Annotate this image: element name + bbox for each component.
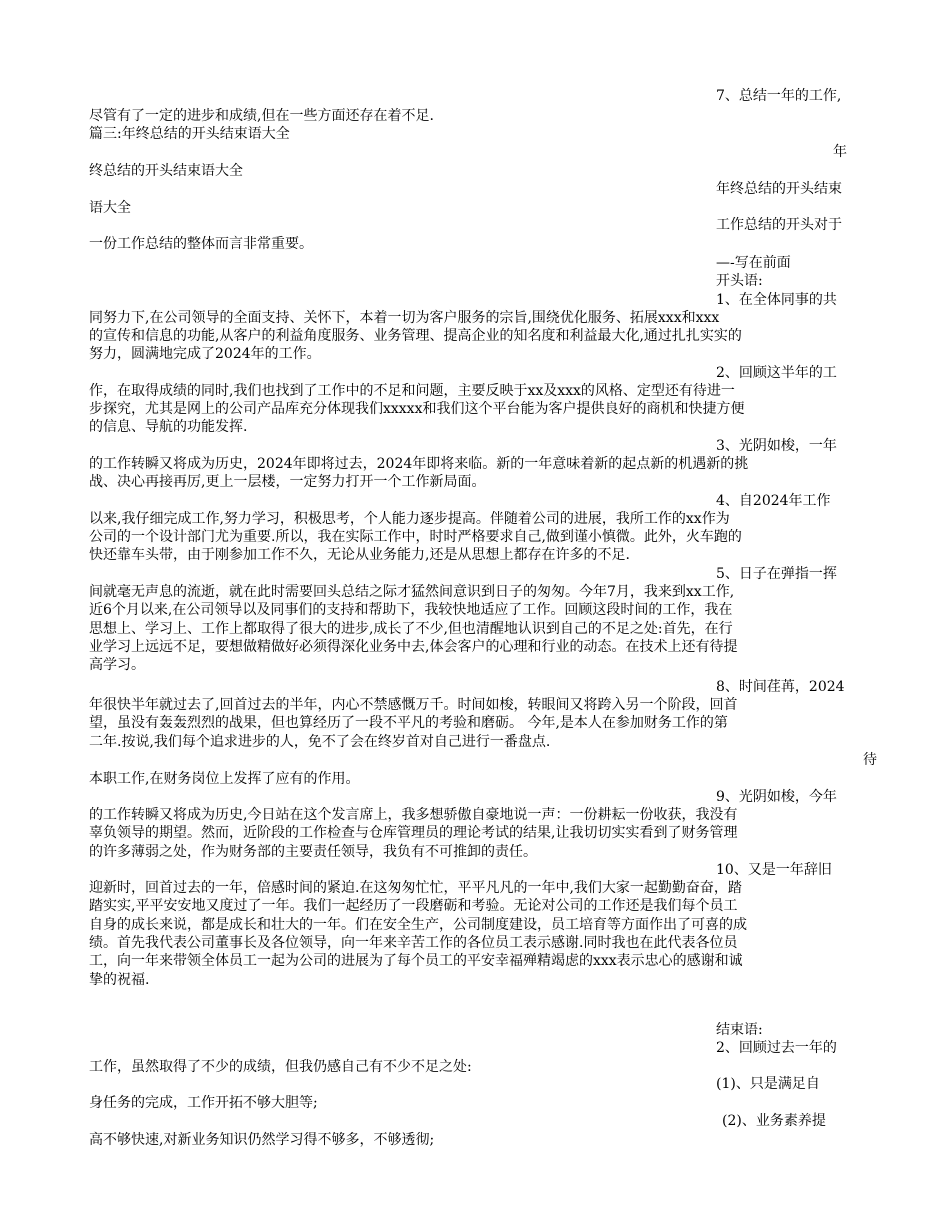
text-line: 步探究，尤其是网上的公司产品库充分体现我们xxxxx和我们这个平台能为客户提供良好的商机和快捷方便 xyxy=(89,401,745,417)
text-line: 以来,我仔细完成工作,努力学习，积极思考，个人能力逐步提高。伴随着公司的进展，我所工作的xx作为 xyxy=(89,511,730,527)
text-line: 近6个月以来,在公司领导以及同事们的支持和帮助下，我较快地适应了工作。回顾这段时间的工作，我在 xyxy=(89,602,733,618)
text-line: (1)、只是满足自 xyxy=(716,1076,820,1092)
text-line: 的宣传和信息的功能,从客户的利益角度服务、业务管理、提高企业的知名度和利益最大化,通过扎扎实实的 xyxy=(89,328,742,344)
text-line: 的信息、导航的功能发挥. xyxy=(89,419,248,435)
text-line: 作，在取得成绩的同时,我们也找到了工作中的不足和问题，主要反映于xx及xxx的风格、定型还有待进一 xyxy=(89,383,735,399)
text-line: 公司的一个设计部门尤为重要.所以，我在实际工作中，时时严格要求自己,做到谨小慎微。此外，火车跑的 xyxy=(89,529,742,545)
text-line: 工作，虽然取得了不少的成绩，但我仍感自己有不少不足之处: xyxy=(89,1059,472,1075)
label-opening: 开头语: xyxy=(716,273,763,289)
text-line: 待 xyxy=(863,752,877,768)
text-line: 的工作转瞬又将成为历史,今日站在这个发言席上，我多想骄傲自豪地说一声：一份耕耘一份收获，我没有 xyxy=(89,807,738,823)
text-line: 战、决心再接再厉,更上一层楼，一定努力打开一个工作新局面。 xyxy=(89,474,486,490)
section-heading: 篇三:年终总结的开头结束语大全 xyxy=(89,126,290,142)
label-closing: 结束语: xyxy=(716,1022,763,1038)
text-line: 高学习。 xyxy=(89,657,145,673)
text-line: 快还靠车头带，由于刚参加工作不久，无论从业务能力,还是从思想上都存在许多的不足. xyxy=(89,547,630,563)
text-line: 10、又是一年辞旧 xyxy=(716,862,832,878)
text-line: 努力，圆满地完成了2024年的工作。 xyxy=(89,346,321,362)
text-line: (2)、业务素养提 xyxy=(722,1113,826,1129)
text-line: 踏实实,平平安安地又度过了一年。我们一起经历了一段磨砺和考验。无论对公司的工作还是我们每个员工 xyxy=(89,898,738,914)
text-line: 语大全 xyxy=(89,200,131,216)
text-line: 间就毫无声息的流逝，就在此时需要回头总结之际才猛然间意识到日子的匆匆。今年7月，我来到xx工作, xyxy=(89,584,735,600)
text-line: 思想上、学习上、工作上都取得了很大的进步,成长了不少,但也清醒地认识到自己的不足之处:首先，在行 xyxy=(89,621,733,637)
text-line: 二年.按说,我们每个追求进步的人，免不了会在终岁首对自己进行一番盘点. xyxy=(89,734,551,750)
text-line: 年 xyxy=(833,144,847,160)
text-line: 同努力下,在公司领导的全面支持、关怀下，本着一切为客户服务的宗旨,围绕优化服务、拓展xxx和xxx xyxy=(89,310,720,326)
text-line: 4、自2024年工作 xyxy=(716,493,831,509)
text-line: 高不够快速,对新业务知识仍然学习得不够多，不够透彻; xyxy=(89,1132,435,1148)
text-line: 身任务的完成，工作开拓不够大胆等; xyxy=(89,1095,318,1111)
text-line: 望，虽没有轰轰烈烈的战果，但也算经历了一段不平凡的考验和磨砺。 今年,是本人在参加财务工作的第 xyxy=(89,715,728,731)
text-line: 自身的成长来说，都是成长和壮大的一年。们在安全生产，公司制度建设，员工培育等方面作出了可喜的成 xyxy=(89,917,747,933)
text-line: 7、总结一年的工作, xyxy=(716,88,842,104)
text-line: 工，向一年来带领全体员工一起为公司的进展为了每个员工的平安幸福殚精竭虑的xxx表示忠心的感谢和诚 xyxy=(89,953,743,969)
text-line: 绩。首先我代表公司董事长及各位领导，向一年来辛苦工作的各位员工表示感谢.同时我也在此代表各位员 xyxy=(89,935,738,951)
text-line: 2、回顾过去一年的 xyxy=(716,1040,837,1056)
text-line: 终总结的开头结束语大全 xyxy=(89,163,243,179)
text-line: 的工作转瞬又将成为历史，2024年即将过去，2024年即将来临。新的一年意味着新的起点新的机遇新的挑 xyxy=(89,456,749,472)
text-line: 业学习上远远不足，要想做精做好必须得深化业务中去,体会客户的心理和行业的动态。在技术上还有待提 xyxy=(89,639,738,655)
text-line: 本职工作,在财务岗位上发挥了应有的作用。 xyxy=(89,771,360,787)
text-line: 一份工作总结的整体而言非常重要。 xyxy=(89,236,313,252)
text-line: 年很快半年就过去了,回首过去的半年，内心不禁感慨万千。时间如梭，转眼间又将跨入另一个阶段，回首 xyxy=(89,697,738,713)
text-line: —-写在前面 xyxy=(716,255,791,271)
text-line: 年终总结的开头结束 xyxy=(716,181,842,197)
text-line: 2、回顾这半年的工 xyxy=(716,365,837,381)
text-line: 9、光阴如梭，今年 xyxy=(716,789,837,805)
text-line: 迎新时，回首过去的一年，倍感时间的紧迫.在这匆匆忙忙，平平凡凡的一年中,我们大家一起勤勤奋奋，踏 xyxy=(89,880,742,896)
text-line: 8、时间荏苒，2024 xyxy=(716,679,845,695)
text-line: 挚的祝福. xyxy=(89,972,150,988)
text-line: 的许多薄弱之处，作为财务部的主要责任领导，我负有不可推卸的责任。 xyxy=(89,844,537,860)
text-line: 尽管有了一定的进步和成绩,但在一些方面还存在着不足. xyxy=(89,108,434,124)
text-line: 1、在全体同事的共 xyxy=(716,292,837,308)
text-line: 工作总结的开头对于 xyxy=(716,217,842,233)
text-line: 5、日子在弹指一挥 xyxy=(716,566,837,582)
text-line: 辜负领导的期望。然而，近阶段的工作检查与仓库管理员的理论考试的结果,让我切切实实看到了财务管理 xyxy=(89,825,738,841)
text-line: 3、光阴如梭，一年 xyxy=(716,438,837,454)
